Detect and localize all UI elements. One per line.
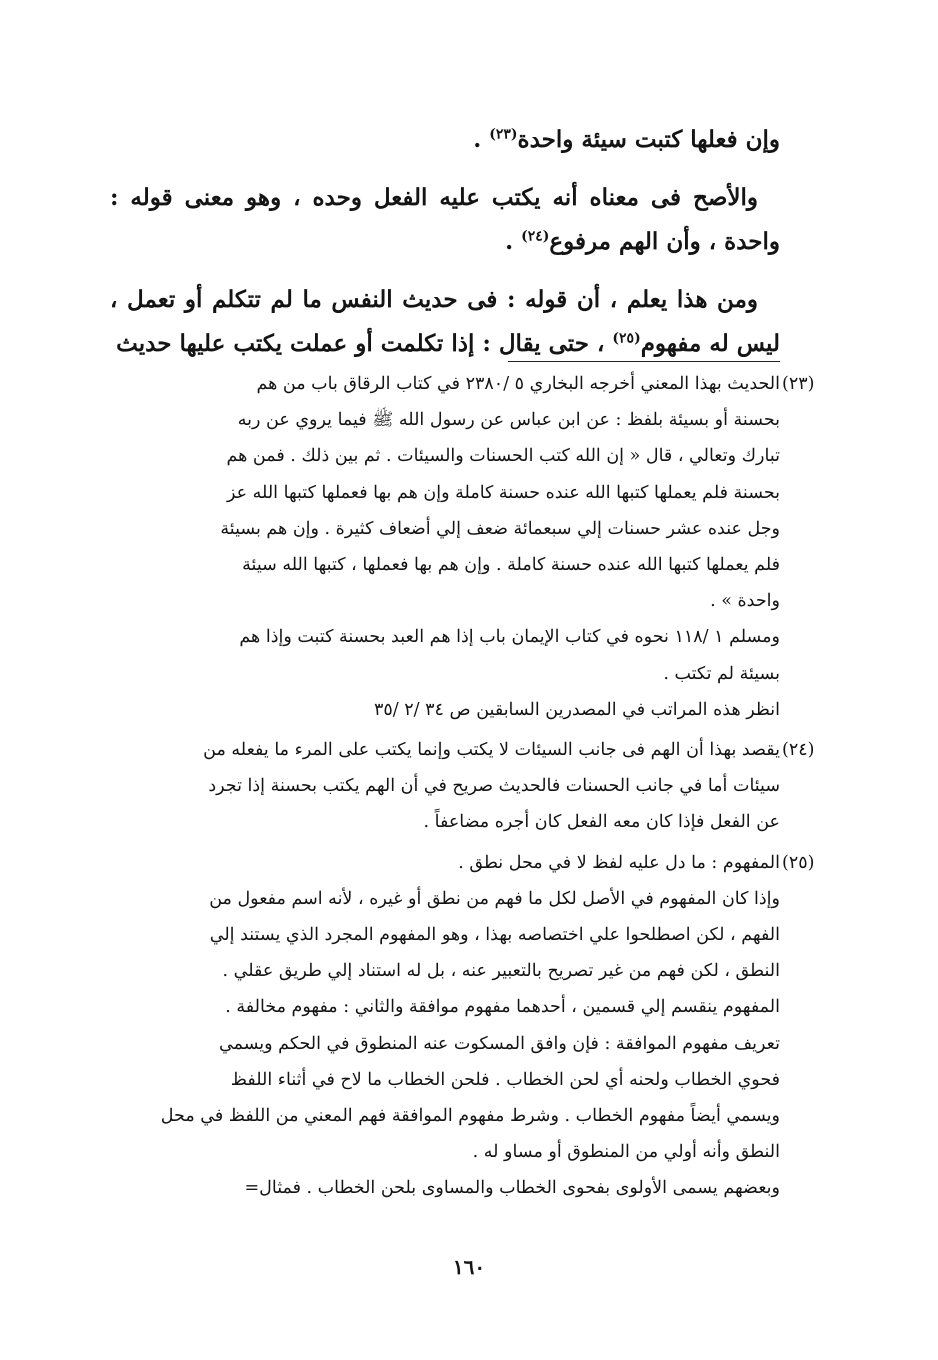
footnote-23 <box>108 366 815 728</box>
footnote-ref-25[interactable]: (٢٥) <box>612 330 641 347</box>
main-text <box>110 118 780 366</box>
footnote-25-line: وإذا كان المفهوم في الأصل لكل ما فهم من نطق أو غيره ، لأنه اسم مفعول من <box>209 888 780 909</box>
footnote-25-line: ويسمي أيضاً مفهوم الخطاب . وشرط مفهوم الموافقة فهم المعني من اللفظ في محل <box>160 1106 780 1127</box>
main-paragraph-3 <box>110 278 780 366</box>
footnote-24 <box>108 732 815 841</box>
footnote-25-line: تعريف مفهوم الموافقة : فإن وافق المسكوت عنه المنطوق في الحكم ويسمي <box>218 1033 780 1054</box>
footnote-23-line: واحدة » . <box>710 591 780 612</box>
page-number: ١٦٠ <box>452 1255 486 1279</box>
footnote-ref-24[interactable]: (٢٤) <box>521 228 550 245</box>
footnote-separator <box>508 361 780 362</box>
main-paragraph-2-end: . <box>505 228 522 255</box>
footnote-ref-23[interactable]: (٢٣) <box>489 126 518 143</box>
footnote-23-line: بسيئة لم تكتب . <box>663 663 780 684</box>
footnote-number-25: (٢٥) <box>782 852 815 873</box>
footnote-24-line: عن الفعل فإذا كان معه الفعل كان أجره مضاعفاً . <box>423 812 780 833</box>
footnote-23-line: الحديث بهذا المعني أخرجه البخاري ٥ /٢٣٨٠ في كتاب الرقاق باب من هم <box>256 374 780 394</box>
footnote-25-line: المفهوم : ما دل عليه لفظ لا في محل نطق . <box>458 852 780 873</box>
footnote-number-24: (٢٤) <box>782 740 815 761</box>
footnote-23-line: وجل عنده عشر حسنات إلي سبعمائة ضعف إلي أضعاف كثيرة . وإن هم بسيئة <box>220 518 780 539</box>
footnote-25-line: النطق ، لكن فهم من غير تصريح بالتعبير عنه ، بل له استناد إلي طريق عقلي . <box>222 961 780 982</box>
footnote-25-line: فحوي الخطاب ولحنه أي لحن الخطاب . فلحن الخطاب ما لاح في أثناء اللفظ <box>230 1069 780 1090</box>
footnote-23-line: انظر هذه المراتب في المصدرين السابقين ص ٣٤ /٢ /٣٥ <box>373 699 780 720</box>
main-paragraph-3-text-b: ، حتى يقال : إذا تكلمت أو عملت يكتب عليها حديث <box>116 330 613 357</box>
main-paragraph-1 <box>110 118 780 162</box>
footnote-23-line: ومسلم ١ /١١٨ نحوه في كتاب الإيمان باب إذا هم العبد بحسنة كتبت وإذا هم <box>239 627 780 648</box>
footnote-25 <box>108 845 815 1207</box>
footnotes <box>108 366 815 1207</box>
footnote-25-line: المفهوم ينقسم إلي قسمين ، أحدهما مفهوم موافقة والثاني : مفهوم مخالفة . <box>225 997 780 1018</box>
footnote-23-line: تبارك وتعالي ، قال « إن الله كتب الحسنات والسيئات . ثم بين ذلك . فمن هم <box>226 446 780 467</box>
footnote-23-line: بحسنة أو بسيئة بلفظ : عن ابن عباس عن رسول الله ﷺ فيما يروي عن ربه <box>237 410 780 431</box>
main-paragraph-2 <box>110 176 780 264</box>
footnote-number-23: (٢٣) <box>782 374 815 394</box>
main-line-1-end: . <box>473 126 490 153</box>
footnote-25-line: وبعضهم يسمى الأولوى بفحوى الخطاب والمساوى بلحن الخطاب . فمثال= <box>244 1178 780 1199</box>
main-paragraph-2-text: والأصح فى معناه أنه يكتب عليه الفعل وحده ، وهو معنى قوله : واحدة ، وأن الهم مرفوع <box>110 184 780 255</box>
footnote-23-line: بحسنة فلم يعملها كتبها الله عنده حسنة كاملة وإن هم بها فعملها كتبها الله عز <box>227 482 780 503</box>
footnote-25-line: النطق وأنه أولي من المنطوق أو مساو له . <box>472 1142 780 1163</box>
footnote-23-line: فلم يعملها كتبها الله عنده حسنة كاملة . وإن هم بها فعملها ، كتبها الله سيئة <box>242 555 780 576</box>
footnote-25-line: الفهم ، لكن اصطلحوا علي اختصاصه بهذا ، وهو المفهوم المجرد الذي يستند إلي <box>209 925 780 946</box>
footnote-24-line: سيئات أما في جانب الحسنات فالحديث صريح في أن الهم يكتب بحسنة إذا تجرد <box>208 776 780 797</box>
main-line-1-text: وإن فعلها كتبت سيئة واحدة <box>517 126 780 153</box>
footnote-24-line: يقصد بهذا أن الهم فى جانب السيئات لا يكتب وإنما يكتب على المرء ما يفعله من <box>203 740 780 761</box>
main-paragraph-3-text-a: ومن هذا يعلم ، أن قوله : فى حديث النفس ما لم تتكلم أو تعمل ، ليس له مفهوم <box>110 286 780 357</box>
